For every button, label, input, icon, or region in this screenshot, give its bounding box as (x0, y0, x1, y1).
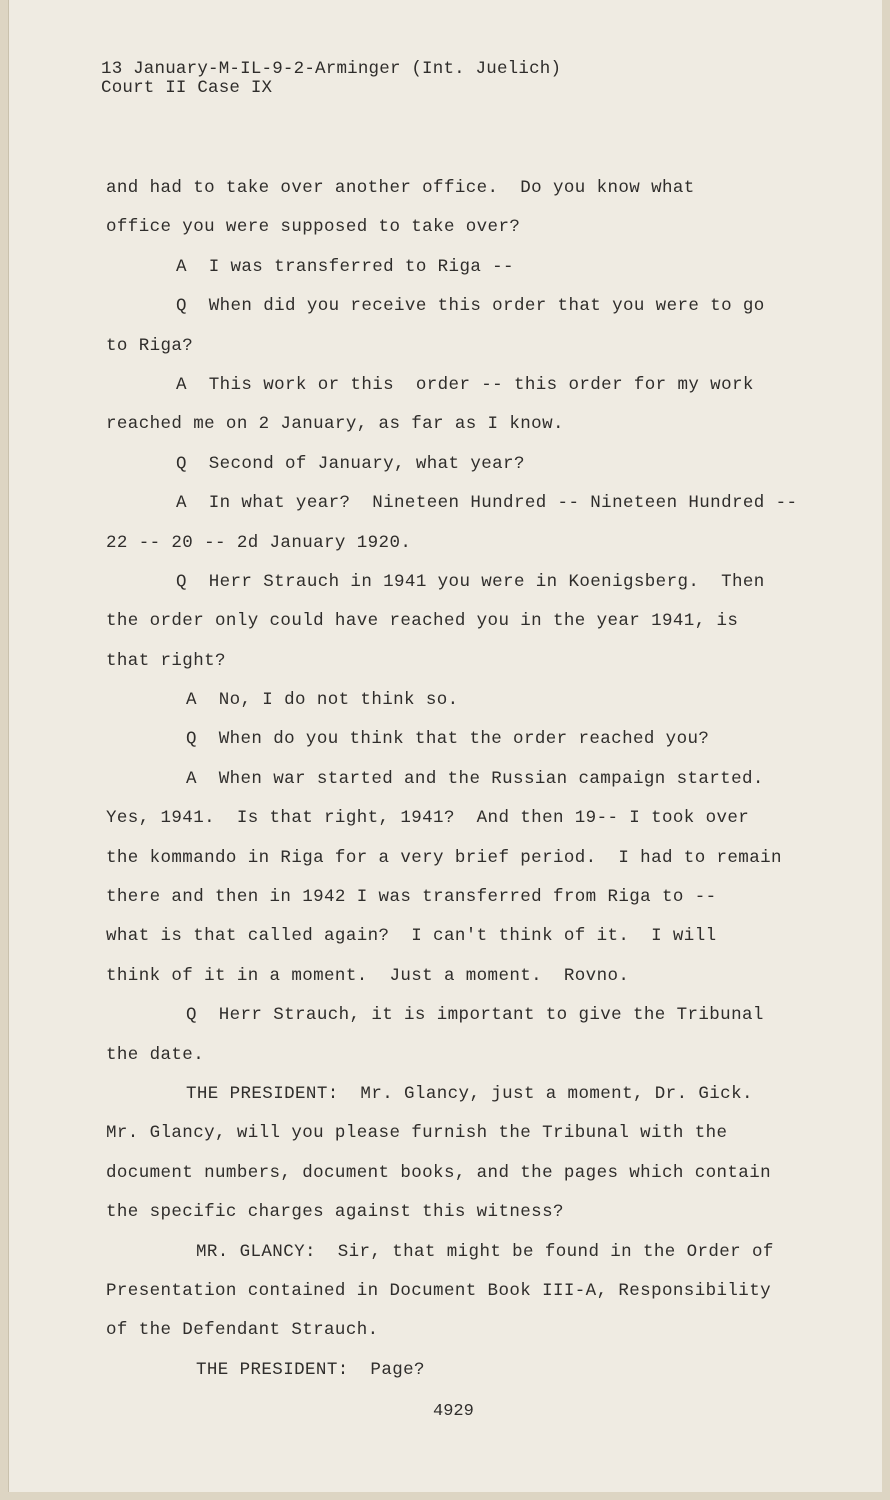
transcript-line: document numbers, document books, and the pages which contain (106, 1162, 772, 1183)
header-line-1: 13 January-M-IL-9-2-Arminger (Int. Juelich) (101, 59, 562, 79)
transcript-page (8, 0, 882, 1492)
transcript-line: Q Herr Strauch in 1941 you were in Koenigsberg. Then (176, 571, 765, 592)
transcript-line: what is that called again? I can't think of it. I will (106, 926, 717, 947)
transcript-line: THE PRESIDENT: Mr. Glancy, just a moment, Dr. Gick. (186, 1083, 753, 1104)
transcript-line: the specific charges against this witness? (106, 1202, 564, 1223)
transcript-line: and had to take over another office. Do you know what (106, 178, 695, 198)
transcript-line: to Riga? (106, 335, 194, 356)
transcript-line: THE PRESIDENT: Page? (196, 1359, 425, 1380)
transcript-line: the date. (106, 1044, 205, 1065)
header-line-2: Court II Case IX (101, 78, 273, 98)
transcript-line: Q Herr Strauch, it is important to give the Tribunal (186, 1005, 764, 1026)
transcript-line: A No, I do not think so. (186, 690, 459, 711)
transcript-line: MR. GLANCY: Sir, that might be found in the Order of (196, 1241, 774, 1262)
transcript-line: office you were supposed to take over? (106, 217, 521, 238)
transcript-line: Presentation contained in Document Book III-A, Responsibility (106, 1280, 772, 1301)
transcript-line: Q When do you think that the order reached you? (186, 729, 710, 750)
transcript-line: A This work or this order -- this order for my work (176, 374, 754, 395)
transcript-line: think of it in a moment. Just a moment. Rovno. (106, 965, 630, 986)
transcript-line: Mr. Glancy, will you please furnish the Tribunal with the (106, 1123, 728, 1144)
transcript-line: Q When did you receive this order that you were to go (176, 296, 765, 317)
page-header (101, 60, 561, 98)
transcript-line: the order only could have reached you in the year 1941, is (106, 611, 739, 632)
transcript-line: reached me on 2 January, as far as I know. (106, 414, 564, 435)
transcript-line: that right? (106, 650, 226, 671)
transcript-body (106, 178, 846, 1399)
transcript-line: there and then in 1942 I was transferred from Riga to -- (106, 887, 717, 908)
transcript-line: Yes, 1941. Is that right, 1941? And then 19-- I took over (106, 808, 750, 829)
transcript-line: Q Second of January, what year? (176, 453, 525, 474)
transcript-line: A I was transferred to Riga -- (176, 256, 514, 277)
transcript-line: A In what year? Nineteen Hundred -- Nineteen Hundred -- (176, 493, 798, 514)
transcript-line: the kommando in Riga for a very brief period. I had to remain (106, 847, 782, 868)
transcript-line: A When war started and the Russian campaign started. (186, 768, 764, 789)
page-number: 4929 (433, 1402, 474, 1421)
transcript-line: 22 -- 20 -- 2d January 1920. (106, 532, 412, 553)
transcript-line: of the Defendant Strauch. (106, 1320, 379, 1341)
